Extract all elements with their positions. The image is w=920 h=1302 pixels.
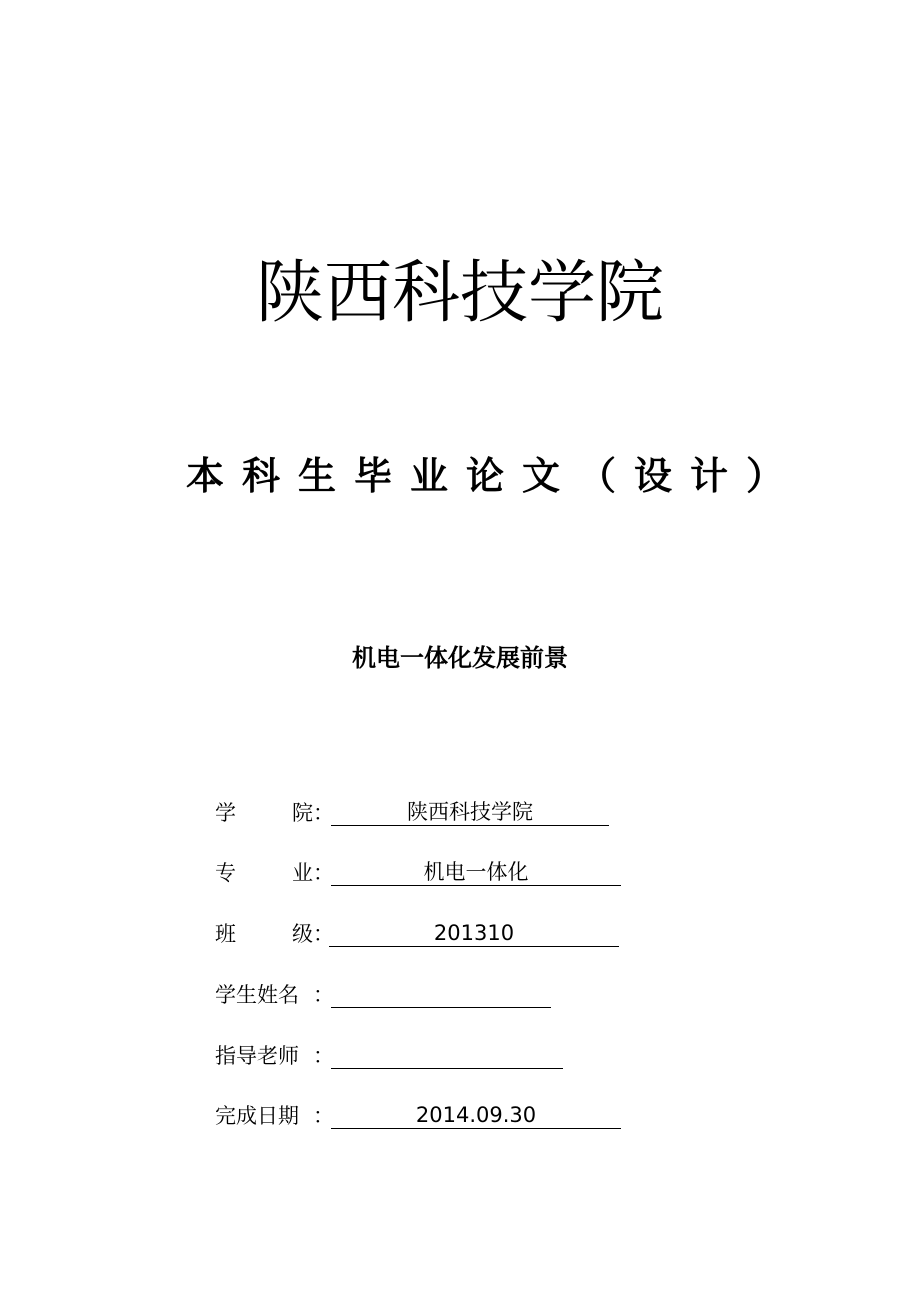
advisor-value-field xyxy=(331,1039,563,1069)
college-value-field: 陕西科技学院 xyxy=(331,796,609,826)
info-label-char: 专 xyxy=(215,861,236,885)
info-row-completion-date xyxy=(215,1099,627,1133)
info-label-completion-date: 完成日期 xyxy=(215,1104,299,1128)
info-colon: ： xyxy=(313,801,334,825)
info-label-student-name: 学生姓名 xyxy=(215,983,299,1007)
info-label-char: 业 xyxy=(292,861,313,885)
info-colon: ： xyxy=(313,922,334,946)
thesis-type-heading: 本科生毕业论文（设计） xyxy=(186,454,803,498)
info-label-class xyxy=(215,917,313,951)
info-colon: ： xyxy=(313,1044,334,1068)
info-colon: ： xyxy=(313,1104,334,1128)
thesis-title: 机电一体化发展前景 xyxy=(352,644,568,672)
info-colon: ： xyxy=(313,983,334,1007)
class-value-field: 201310 xyxy=(329,917,619,947)
info-label-char: 学 xyxy=(215,801,236,825)
info-row-major xyxy=(215,856,625,890)
info-row-class xyxy=(215,917,625,951)
info-label-char: 院 xyxy=(292,801,313,825)
info-row-advisor xyxy=(215,1039,567,1073)
info-label-college xyxy=(215,796,313,830)
school-name: 陕西科技学院 xyxy=(255,254,664,333)
info-colon: ： xyxy=(313,861,334,885)
info-label-char: 班 xyxy=(215,922,236,946)
info-row-college xyxy=(215,796,615,830)
info-label-advisor: 指导老师 xyxy=(215,1044,299,1068)
info-row-student-name xyxy=(215,978,555,1012)
completion-date-value-field: 2014.09.30 xyxy=(331,1099,621,1129)
info-label-major xyxy=(215,856,313,890)
student-name-value-field xyxy=(331,978,551,1008)
major-value-field: 机电一体化 xyxy=(331,856,621,886)
info-label-char: 级 xyxy=(292,922,313,946)
